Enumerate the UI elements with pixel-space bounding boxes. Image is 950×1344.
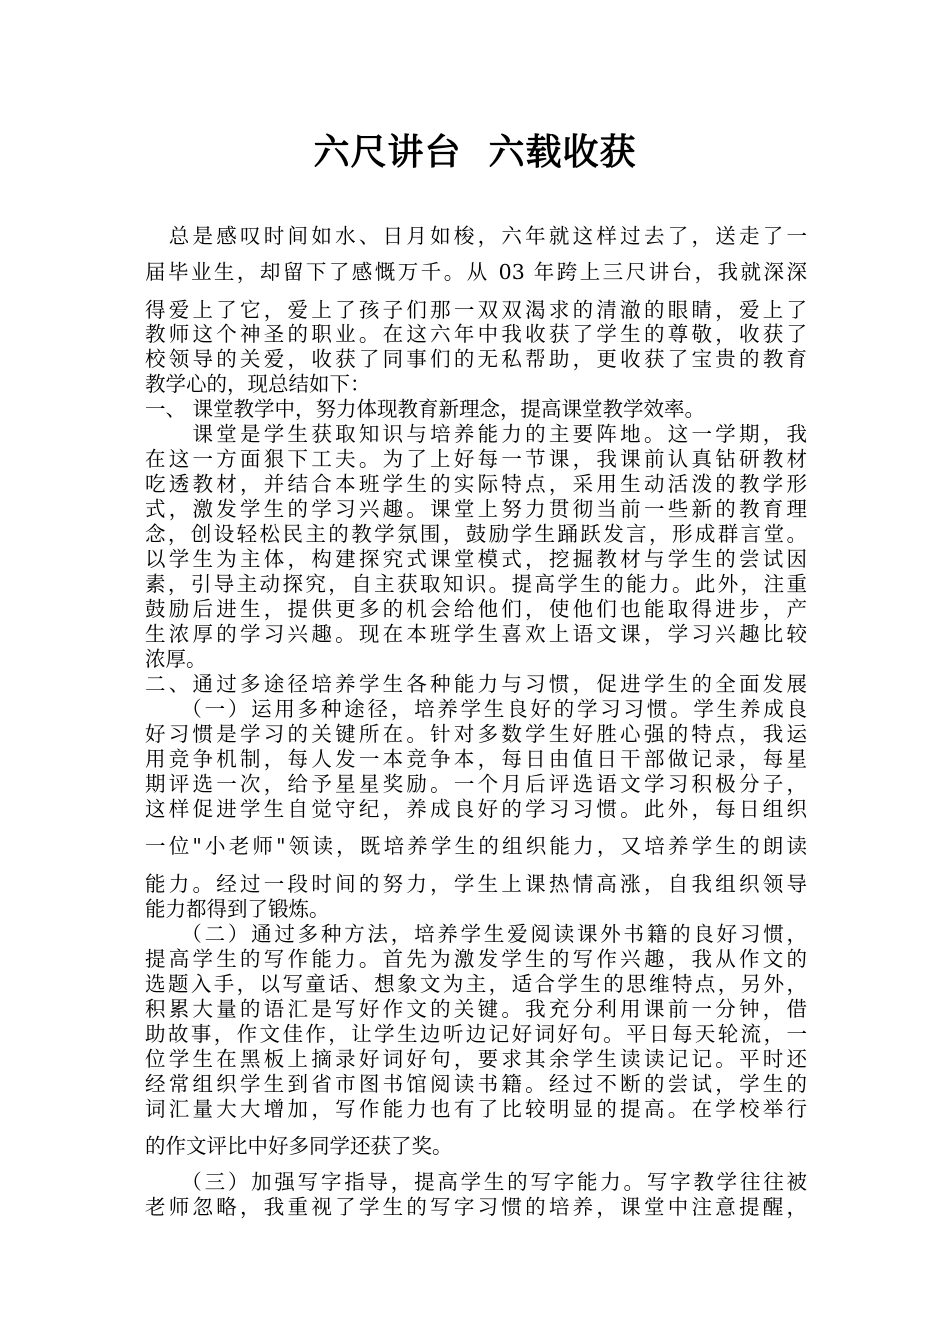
- body-line: 这样促进学生自觉守纪，养成良好的学习习惯。此外，每日组织: [145, 797, 807, 821]
- body-line: 能力。经过一段时间的努力，学生上课热情高涨，自我组织领导: [145, 872, 807, 896]
- body-line: （二）通过多种方法，培养学生爱阅读课外书籍的良好习惯，: [145, 922, 807, 946]
- body-line: 选题入手，以写童话、想象文为主，适合学生的思维特点，另外，: [145, 972, 807, 996]
- body-line: 词汇量大大增加，写作能力也有了比较明显的提高。在学校举行: [145, 1097, 807, 1121]
- body-line: 积累大量的语汇是写好作文的关键。我充分利用课前一分钟，借: [145, 997, 807, 1021]
- body-line: 素，引导主动探究，自主获取知识。提高学生的能力。此外，注重: [145, 572, 807, 596]
- body-line: 鼓励后进生，提供更多的机会给他们，使他们也能取得进步，产: [145, 597, 807, 621]
- body-line: 教学心的，现总结如下：: [145, 372, 371, 396]
- body-line: 念，创设轻松民主的教学氛围，鼓励学生踊跃发言，形成群言堂。: [145, 522, 807, 546]
- body-line: 老师忽略，我重视了学生的写字习惯的培养，课堂中注意提醒，: [145, 1195, 807, 1219]
- body-line: 式，激发学生的学习兴趣。课堂上努力贯彻当前一些新的教育理: [145, 497, 807, 521]
- body-line: 校领导的关爱，收获了同事们的无私帮助，更收获了宝贵的教育: [145, 347, 807, 371]
- body-line: 位学生在黑板上摘录好词好句，要求其余学生读读记记。平时还: [145, 1047, 807, 1071]
- body-line: （一）运用多种途径，培养学生良好的学习习惯。学生养成良: [145, 697, 807, 721]
- body-line: 吃透教材，并结合本班学生的实际特点，采用生动活泼的教学形: [145, 472, 807, 496]
- body-line: 在这一方面狠下工夫。为了上好每一节课，我课前认真钻研教材: [145, 447, 807, 471]
- body-line: 能力都得到了锻炼。: [145, 897, 330, 921]
- body-line: 届毕业生，却留下了感慨万千。从 03 年跨上三尺讲台，我就深深: [145, 260, 807, 284]
- body-line: 浓厚。: [145, 647, 207, 671]
- body-line: 的作文评比中好多同学还获了奖。: [145, 1134, 453, 1158]
- body-line: （三）加强写字指导，提高学生的写字能力。写字教学往往被: [145, 1170, 807, 1194]
- body-line: 用竞争机制，每人发一本竞争本，每日由值日干部做记录，每星: [145, 747, 807, 771]
- body-line: 经常组织学生到省市图书馆阅读书籍。经过不断的尝试，学生的: [145, 1072, 807, 1096]
- body-line: 得爱上了它，爱上了孩子们那一双双渴求的清澈的眼睛，爱上了: [145, 298, 807, 322]
- body-line: 以学生为主体，构建探究式课堂模式，挖掘教材与学生的尝试因: [145, 547, 807, 571]
- body-line: 教师这个神圣的职业。在这六年中我收获了学生的尊敬，收获了: [145, 322, 807, 346]
- body-line: 助故事，作文佳作，让学生边听边记好词好句。平日每天轮流，一: [145, 1022, 807, 1046]
- body-line: 生浓厚的学习兴趣。现在本班学生喜欢上语文课，学习兴趣比较: [145, 622, 807, 646]
- section-heading: 一、 课堂教学中，努力体现教育新理念，提高课堂教学效率。: [145, 397, 706, 421]
- section-heading: 二、通过多途径培养学生各种能力与习惯，促进学生的全面发展: [145, 672, 807, 696]
- body-line: 好习惯是学习的关键所在。针对多数学生好胜心强的特点，我运: [145, 722, 807, 746]
- body-line: 提高学生的写作能力。首先为激发学生的写作兴趣，我从作文的: [145, 947, 807, 971]
- body-line: 期评选一次，给予星星奖励。一个月后评选语文学习积极分子，: [145, 772, 807, 796]
- body-line: 一位"小老师"领读，既培养学生的组织能力，又培养学生的朗读: [145, 834, 807, 858]
- body-line: 总是感叹时间如水、日月如梭，六年就这样过去了，送走了一: [145, 224, 807, 248]
- body-line: 课堂是学生获取知识与培养能力的主要阵地。这一学期，我: [145, 422, 807, 446]
- document-title: 六尺讲台 六载收获: [313, 131, 637, 173]
